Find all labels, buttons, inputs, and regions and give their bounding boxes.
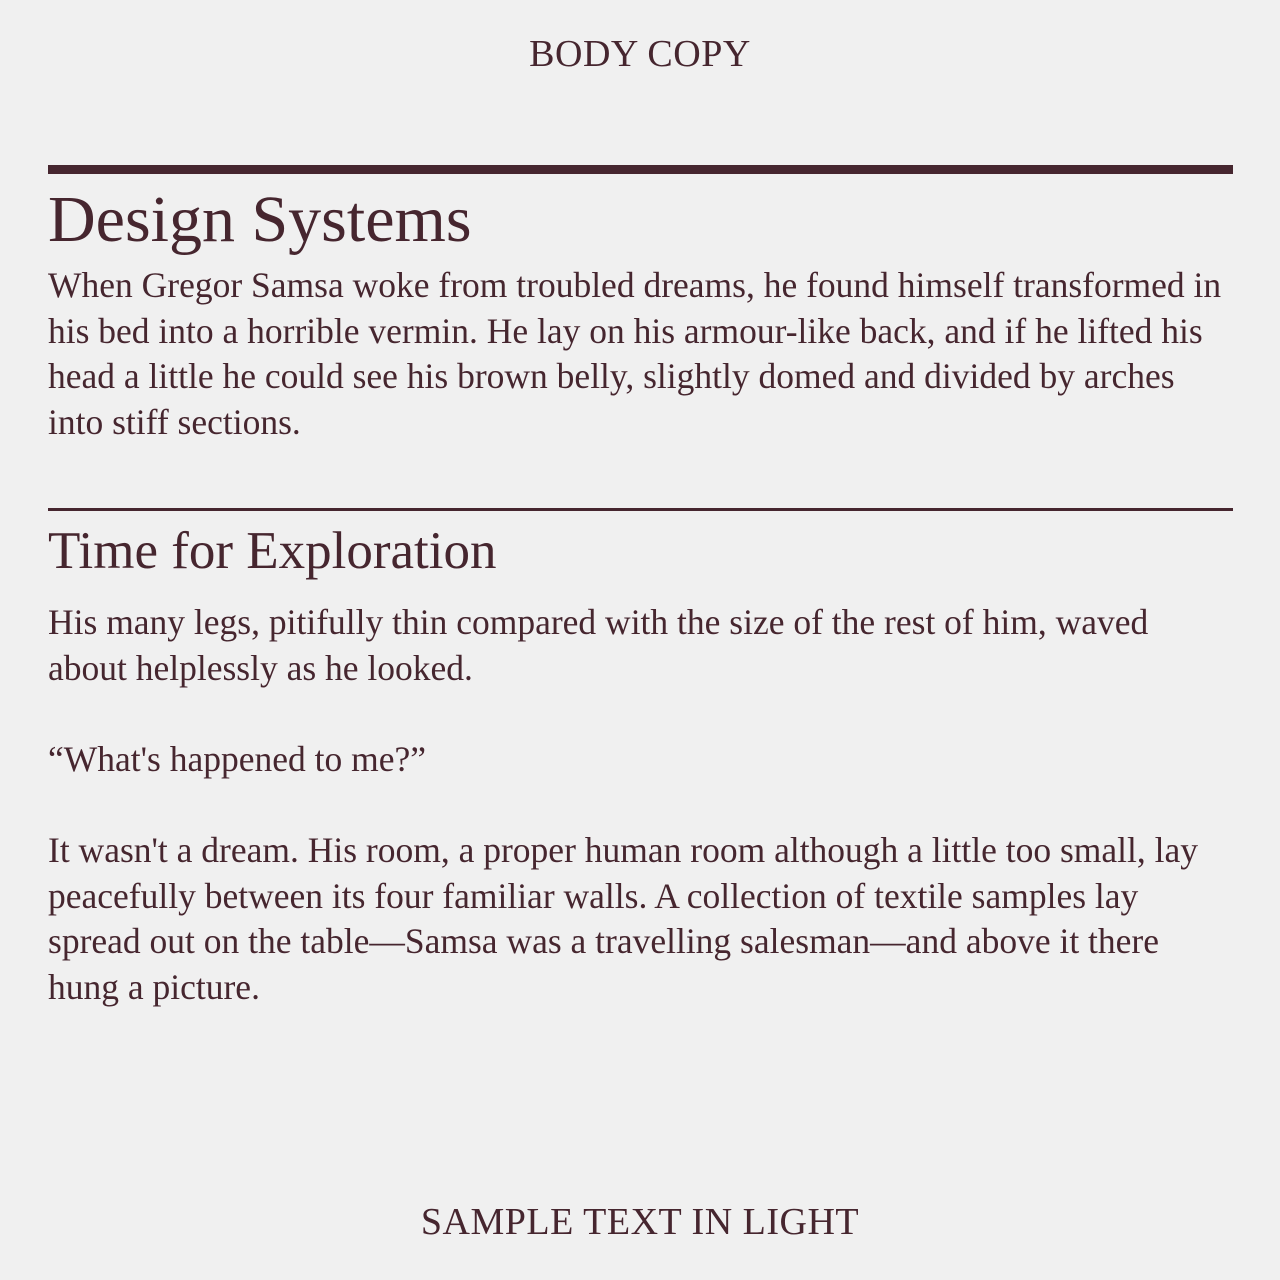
- thin-divider: [48, 508, 1233, 511]
- body-paragraph-1: When Gregor Samsa woke from troubled dreams, he found himself transformed in his bed into a horrible vermin. He lay on his armour-like back, and if he lifted his head a little he could see his brown belly, slightly domed and divided by arches into stiff sections.: [48, 265, 1222, 442]
- thick-divider: [48, 165, 1233, 174]
- footer-label: SAMPLE TEXT IN LIGHT: [420, 1201, 860, 1243]
- page-label: BODY COPY: [529, 33, 751, 75]
- section-title-design-systems: Design Systems: [48, 183, 472, 256]
- body-quote: “What's happened to me?”: [48, 739, 426, 779]
- body-paragraph-3: It wasn't a dream. His room, a proper human room although a little too small, lay peacefully between its four familiar walls. A collection of textile samples lay spread out on the table—Samsa was a travelling salesman—and above it there hung a picture.: [48, 830, 1199, 1007]
- section-title-time-for-exploration: Time for Exploration: [48, 522, 497, 580]
- body-paragraph-2: His many legs, pitifully thin compared with the size of the rest of him, waved about helplessly as he looked.: [48, 602, 1149, 688]
